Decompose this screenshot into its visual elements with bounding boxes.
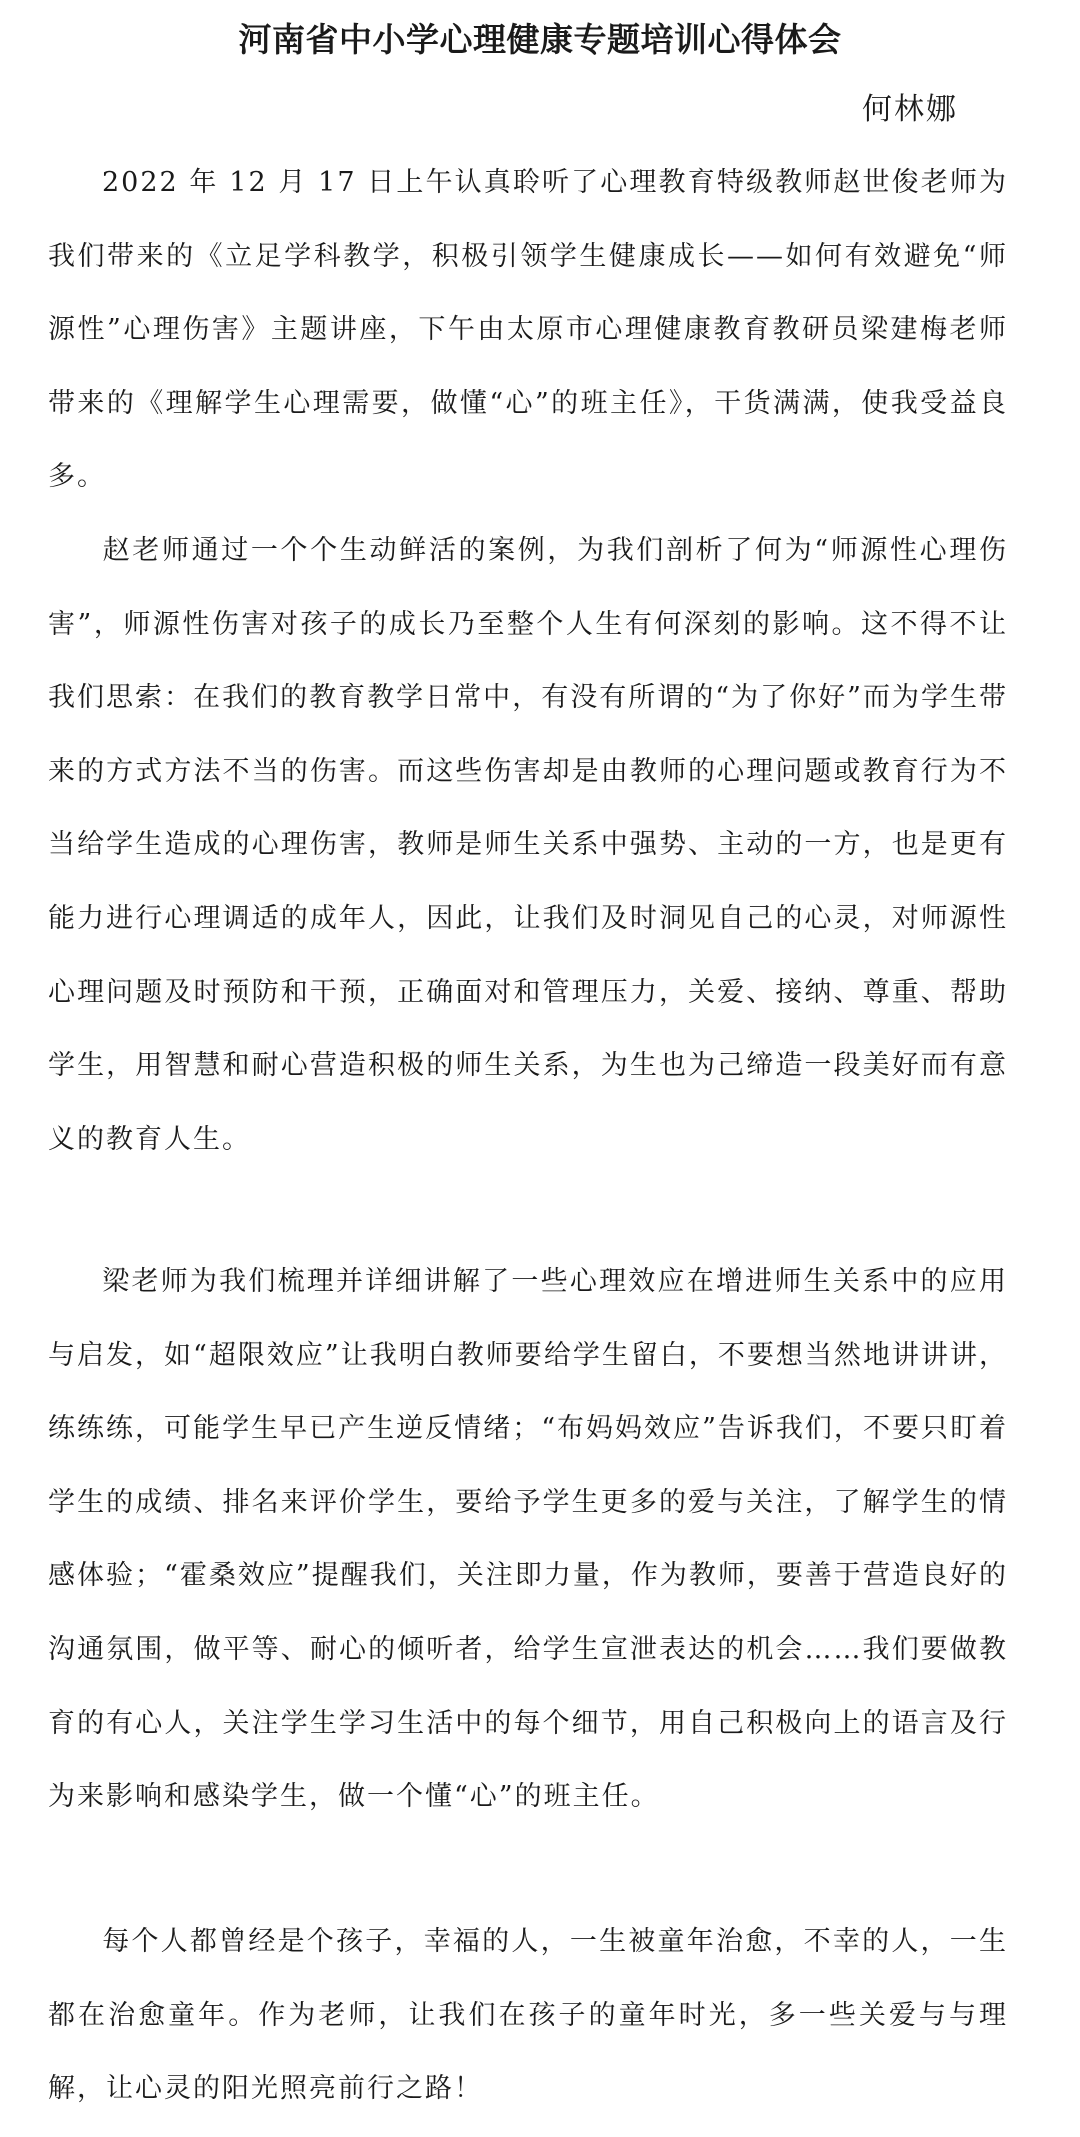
paragraph-3 xyxy=(48,1245,1008,1834)
paragraph-4-text: 每个人都曾经是个孩子，幸福的人，一生被童年治愈，不幸的人，一生都在治愈童年。作为老师，让我们在孩子的童年时光，多一些关爱与与理解，让心灵的阳光照亮前行之路！ xyxy=(48,1926,1008,2105)
paragraph-1-text: 2022 年 12 月 17 日上午认真聆听了心理教育特级教师赵世俊老师为我们带来的《立足学科教学，积极引领学生健康成长——如何有效避免“师源性”心理伤害》主题讲座，下午由太原市心理健康教育教研员梁建梅老师带来的《理解学生心理需要，做懂“心”的班主任》，干货满满，使我受益良多。 xyxy=(48,167,1008,493)
paragraph-3-text: 梁老师为我们梳理并详细讲解了一些心理效应在增进师生关系中的应用与启发，如“超限效应”让我明白教师要给学生留白，不要想当然地讲讲讲，练练练，可能学生早已产生逆反情绪；“布妈妈效应”告诉我们，不要只盯着学生的成绩、排名来评价学生，要给予学生更多的爱与关注，了解学生的情感体验；“霍桑效应”提醒我们，关注即力量，作为教师，要善于营造良好的沟通氛围，做平等、耐心的倾听者，给学生宣泄表达的机会……我们要做教育的有心人，关注学生学习生活中的每个细节，用自己积极向上的语言及行为来影响和感染学生，做一个懂“心”的班主任。 xyxy=(48,1266,1008,1813)
author-name: 何林娜 xyxy=(862,92,958,127)
document-title: 河南省中小学心理健康专题培训心得体会 xyxy=(238,20,842,59)
paragraph-2-text: 赵老师通过一个个生动鲜活的案例，为我们剖析了何为“师源性心理伤害”，师源性伤害对孩子的成长乃至整个人生有何深刻的影响。这不得不让我们思索：在我们的教育教学日常中，有没有所谓的“为了你好”而为学生带来的方式方法不当的伤害。而这些伤害却是由教师的心理问题或教育行为不当给学生造成的心理伤害，教师是师生关系中强势、主动的一方，也是更有能力进行心理调适的成年人，因此，让我们及时洞见自己的心灵，对师源性心理问题及时预防和干预，正确面对和管理压力，关爱、接纳、尊重、帮助学生，用智慧和耐心营造积极的师生关系，为生也为己缔造一段美好而有意义的教育人生。 xyxy=(48,535,1008,1155)
paragraph-4 xyxy=(48,1905,1008,2126)
paragraph-2 xyxy=(48,514,1008,1176)
paragraph-1 xyxy=(48,146,1008,514)
